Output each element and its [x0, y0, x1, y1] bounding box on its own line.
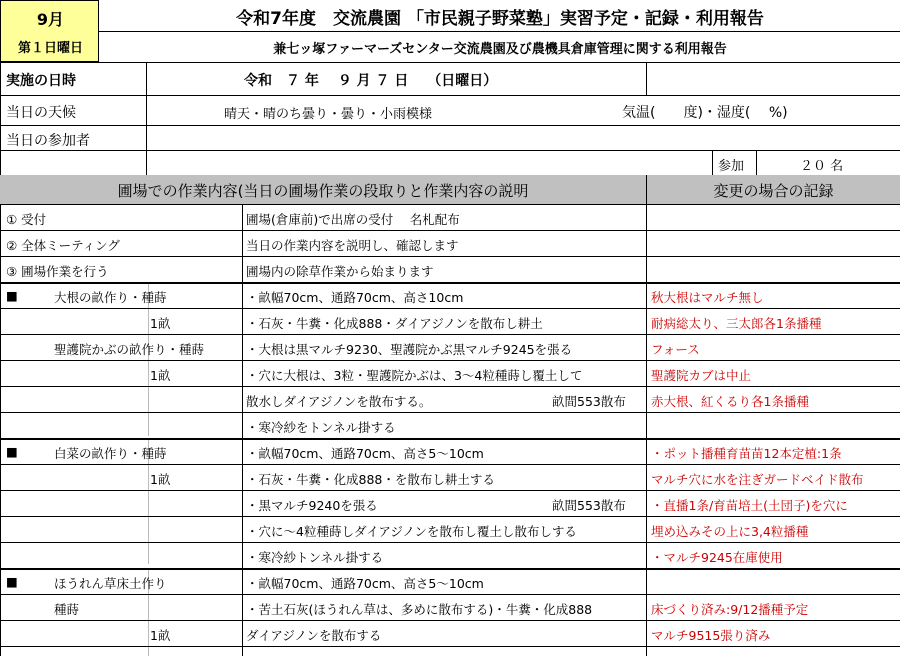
row-11-c4: マルチ穴に水を注ぎガードベイド散布	[651, 472, 864, 487]
weather-value: 晴天・晴のち曇り・曇り・小雨模様	[224, 107, 433, 122]
document-subtitle: 兼七ッ塚ファーマーズセンター交流農園及び農機具倉庫管理に関する利用報告	[273, 42, 727, 57]
row-15-c2: ほうれん草床土作り	[54, 576, 167, 591]
row-10-c1: ■	[6, 444, 18, 459]
row-2-c1: ② 全体ミーティング	[6, 238, 120, 253]
row-8-c3: 散水しダイアジノンを散布する。	[246, 394, 432, 409]
row-4-c2: 大根の畝作り・種蒔	[54, 290, 167, 305]
document-title: 令和7年度 交流農園 「市民親子野菜塾」実習予定・記録・利用報告	[236, 9, 764, 29]
row-5-c3: ・石灰・牛糞・化成888・ダイアジノンを散布し耕土	[246, 316, 543, 331]
month-box	[0, 0, 99, 62]
row-4-c1: ■	[6, 288, 18, 303]
participants-label: 当日の参加者	[6, 133, 90, 149]
row-3-c3: 圃場内の除草作業から始まります	[246, 264, 434, 279]
row-1-c3: 圃場(倉庫前)で出席の受付 名札配布	[246, 212, 460, 227]
row-10-c4: ・ポット播種育苗苗12本定植:1条	[651, 446, 842, 461]
row-12-c4: ・直播1条/育苗培土(土団子)を穴に	[651, 498, 848, 513]
row-2-c3: 当日の作業内容を説明し、確認します	[246, 238, 459, 253]
row-17-c2: 1畝	[150, 628, 171, 643]
row-17-c3: ダイアジノンを散布する	[246, 628, 382, 643]
row-13-c4: 埋め込みその上に3,4粒播種	[651, 524, 809, 539]
row-4-c4: 秋大根はマルチ無し	[651, 290, 764, 305]
row-7-c4: 聖護院カブは中止	[651, 368, 752, 383]
change-header: 変更の場合の記録	[713, 182, 834, 200]
date-value: 令和 ７ 年 ９ 月 ７ 日 （日曜日）	[244, 73, 498, 89]
row-5-c2: 1畝	[150, 316, 171, 331]
row-6-c3: ・大根は黒マルチ9230、聖護院かぶ黒マルチ9245を張る	[246, 342, 573, 357]
attendance-count: ２０ 名	[800, 159, 844, 174]
date-label: 実施の日時	[6, 73, 76, 89]
attendance-label: 参加	[718, 159, 745, 174]
row-10-c3: ・畝幅70cm、通路70cm、高さ5～10cm	[246, 446, 484, 461]
row-1-c1: ① 受付	[6, 212, 47, 227]
row-15-c3: ・畝幅70cm、通路70cm、高さ5～10cm	[246, 576, 484, 591]
row-7-c3: ・穴に大根は、3粒・聖護院かぶは、3～4粒種蒔し覆土して	[246, 368, 583, 383]
row-14-c3: ・寒冷紗トンネル掛する	[246, 550, 384, 565]
row-8-c3r: 畝間553散布	[552, 394, 626, 409]
row-3-c1: ③ 圃場作業を行う	[6, 264, 109, 279]
row-8-c4: 赤大根、紅くるり各1条播種	[651, 394, 809, 409]
row-17-c4: マルチ9515張り済み	[651, 628, 771, 643]
row-13-c3: ・穴に～4粒種蒔しダイアジノンを散布し覆土し散布しする	[246, 524, 577, 539]
row-12-c3: ・黒マルチ9240を張る	[246, 498, 378, 513]
row-15-c1: ■	[6, 574, 18, 589]
work-header: 圃場での作業内容(当日の圃場作業の段取りと作業内容の説明	[117, 182, 529, 200]
row-4-c3: ・畝幅70cm、通路70cm、高さ10cm	[246, 290, 464, 305]
row-7-c2: 1畝	[150, 368, 171, 383]
row-11-c3: ・石灰・牛糞・化成888・を散布し耕土する	[246, 472, 495, 487]
row-10-c2: 白菜の畝作り・種蒔	[54, 446, 167, 461]
row-5-c4: 耐病総太り、三太郎各1条播種	[651, 316, 822, 331]
row-6-c2: 聖護院かぶの畝作り・種蒔	[54, 342, 205, 357]
week-label: 第１日曜日	[17, 41, 83, 56]
row-12-c3r: 畝間553散布	[552, 498, 626, 513]
row-16-c4: 床づくり済み:9/12播種予定	[651, 602, 809, 617]
weather-label: 当日の天候	[6, 105, 76, 121]
row-9-c3: ・寒冷紗をトンネル掛する	[246, 420, 396, 435]
month-label: 9月	[36, 10, 65, 29]
temperature-humidity: 気温( 度)・湿度( %)	[622, 105, 788, 121]
row-16-c3: ・苦土石灰(ほうれん草は、多めに散布する)・牛糞・化成888	[246, 602, 593, 617]
row-16-c2: 種蒔	[54, 602, 80, 617]
row-14-c4: ・マルチ9245在庫使用	[651, 550, 783, 565]
row-6-c4: フォース	[651, 342, 700, 357]
row-11-c2: 1畝	[150, 472, 171, 487]
